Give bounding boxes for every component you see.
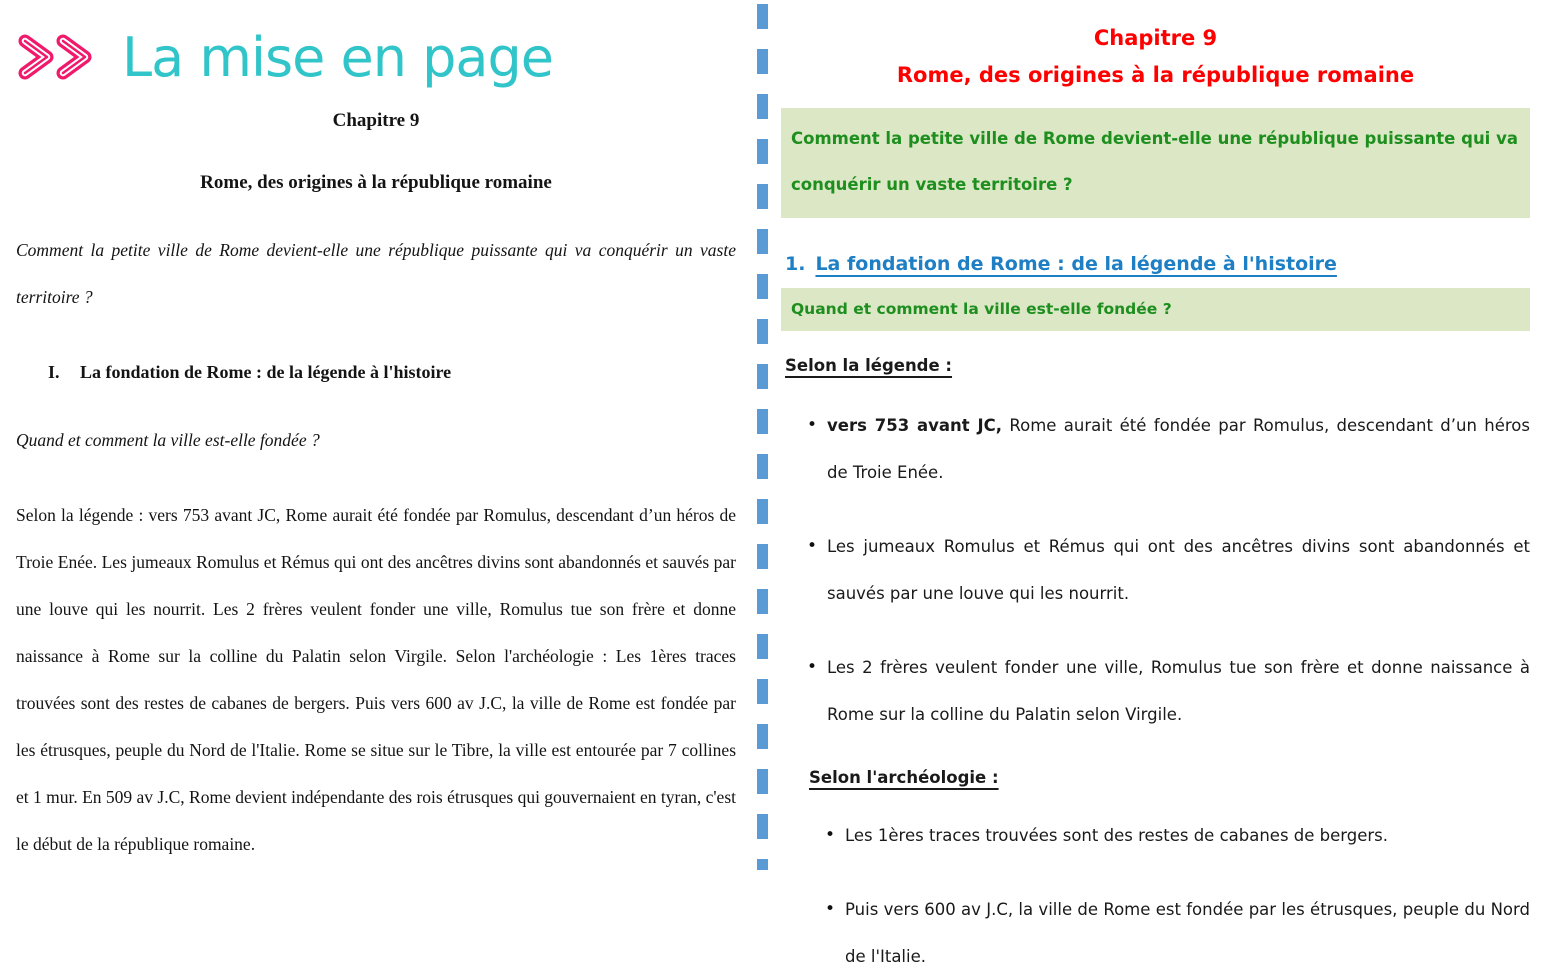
archeology-bullet-list <box>781 812 1530 980</box>
right-sub-question: Quand et comment la ville est-elle fondée ? <box>791 300 1172 318</box>
page-title-row <box>0 0 752 94</box>
legend-bullet-3-text: Les 2 frères veulent fonder une ville, Romulus tue son frère et donne naissance à Rome sur la colline du Palatin selon Virgile. <box>827 658 1530 724</box>
legend-bullet-1-text: Rome aurait été fondée par Romulus, descendant d’un héros de Troie Enée. <box>827 416 1530 482</box>
right-chapter-heading: Chapitre 9 <box>1093 26 1218 50</box>
sub-question-highlight <box>781 288 1530 331</box>
left-section-heading-text: La fondation de Rome : de la légende à l'histoire <box>80 362 452 382</box>
legend-bullet-3 <box>807 644 1530 738</box>
left-chapter-heading: Chapitre 9 <box>332 110 420 131</box>
archeology-bullet-1-text: Les 1ères traces trouvées sont des restes de cabanes de bergers. <box>845 826 1389 845</box>
formatted-document <box>781 0 1530 966</box>
section-heading-link[interactable]: La fondation de Rome : de la légende à l'histoire <box>815 253 1337 275</box>
right-document-title: Rome, des origines à la république romaine <box>896 63 1415 87</box>
legend-bullet-1-bold: vers 753 avant JC, <box>827 416 1003 435</box>
dashed-divider <box>757 4 768 870</box>
left-section-number: I. <box>48 362 60 382</box>
legend-bullet-2-text: Les jumeaux Romulus et Rémus qui ont des ancêtres divins sont abandonnés et sauvés par une louve qui les nourrit. <box>827 537 1530 603</box>
archeology-bullet-1 <box>825 812 1530 859</box>
legend-bullet-2 <box>807 523 1530 617</box>
left-intro-question: Comment la petite ville de Rome devient-elle une république puissante qui va conquérir un vaste territoire ? <box>16 240 736 307</box>
left-document-title: Rome, des origines à la république romaine <box>200 172 552 193</box>
left-section-heading <box>22 362 736 383</box>
left-sub-question: Quand et comment la ville est-elle fondée ? <box>16 430 320 450</box>
legend-label: Selon la légende : <box>785 356 953 375</box>
right-intro-question: Comment la petite ville de Rome devient-elle une république puissante qui va conquérir un vaste territoire ? <box>791 129 1518 194</box>
page-title: La mise en page <box>122 26 553 89</box>
plain-document <box>0 110 752 868</box>
section-heading <box>785 253 1530 275</box>
archeology-bullet-2 <box>825 886 1530 980</box>
legend-bullet-1 <box>807 402 1530 496</box>
intro-question-highlight <box>781 108 1530 218</box>
section-number: 1. <box>785 253 806 275</box>
archeology-bullet-2-text: Puis vers 600 av J.C, la ville de Rome est fondée par les étrusques, peuple du Nord de l'Italie. <box>845 900 1530 966</box>
double-chevron-icon <box>16 30 102 86</box>
left-body-paragraph: Selon la légende : vers 753 avant JC, Rome aurait été fondée par Romulus, descendant d’un héros de Troie Enée. Les jumeaux Romulus et Rémus qui ont des ancêtres divins sont abandonnés et sauvés par une louve qui les nourrit. Les 2 frères veulent fonder une ville, Romulus tue son frère et donne naissance à Rome sur la colline du Palatin selon Virgile. Selon l'archéologie : Les 1ères traces trouvées sont des restes de cabanes de bergers. Puis vers 600 av J.C, la ville de Rome est fondée par les étrusques, peuple du Nord de l'Italie. Rome se situe sur le Tibre, la ville est entourée par 7 collines et 1 mur. En 509 av J.C, Rome devient indépendante des rois étrusques qui gouvernaient en tyran, c'est le début de la république romaine. <box>16 505 736 854</box>
archeology-label: Selon l'archéologie : <box>809 768 999 787</box>
legend-bullet-list <box>781 402 1530 738</box>
left-pane <box>0 0 752 866</box>
